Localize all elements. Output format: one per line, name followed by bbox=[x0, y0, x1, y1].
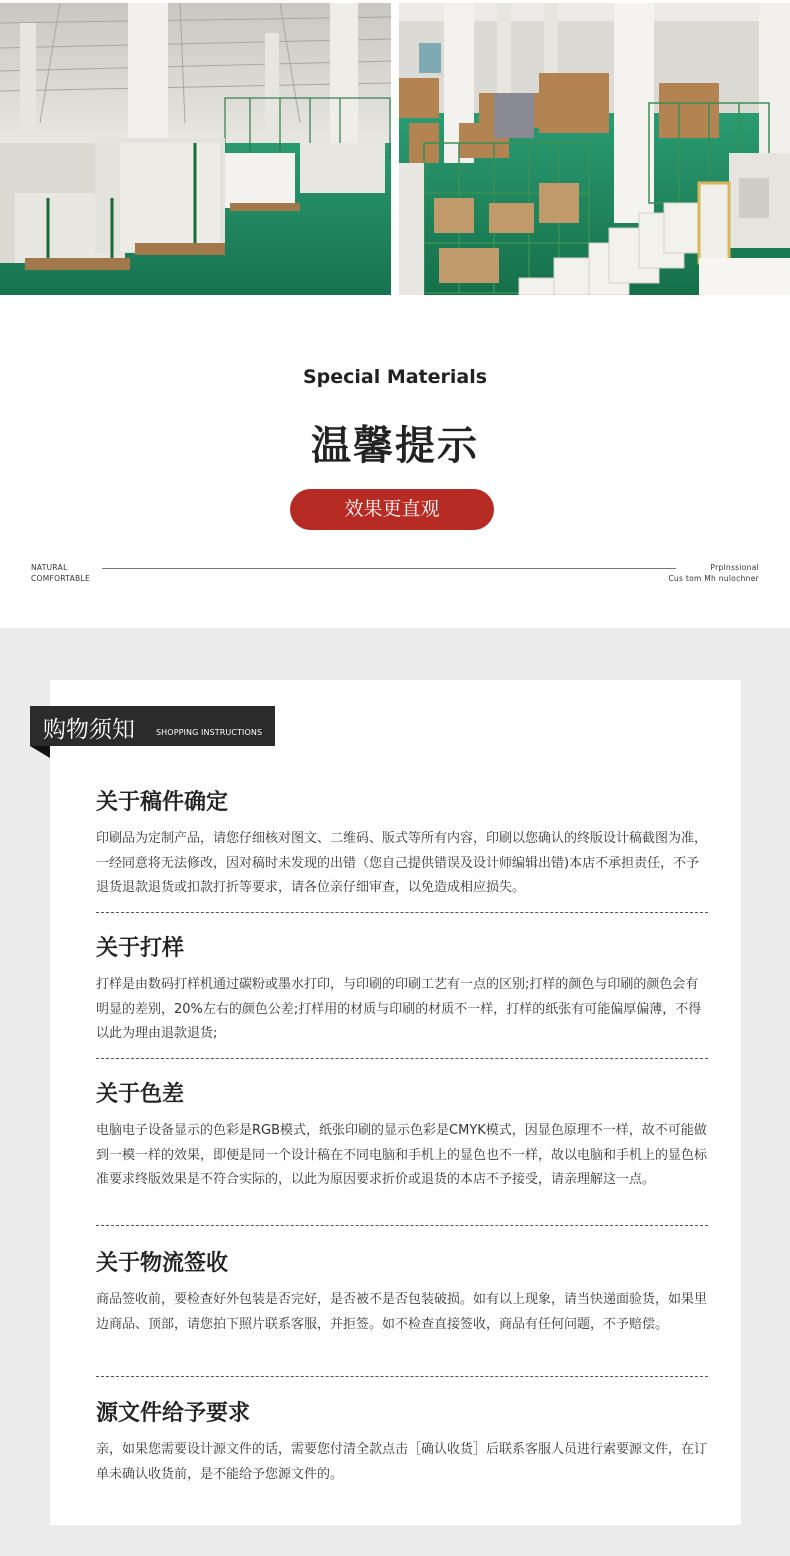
warehouse-photo-left bbox=[0, 3, 391, 295]
factory-photo-strip bbox=[0, 0, 790, 296]
section-source-files bbox=[96, 1399, 708, 1487]
effect-pill-button: 效果更直观 bbox=[290, 489, 494, 530]
deco-left-line2: COMFORTABLE bbox=[31, 574, 90, 583]
dashed-separator bbox=[96, 1225, 708, 1226]
section-title: 源文件给予要求 bbox=[96, 1401, 251, 1426]
section-body: 亲，如果您需要设计源文件的话，需要您付清全款点击［确认收货］后联系客服人员进行索要源文件，在订单未确认收货前，是不能给予您源文件的。 bbox=[96, 1442, 708, 1482]
tag-en-label: SHOPPING INSTRUCTIONS bbox=[156, 728, 263, 737]
special-materials-title: Special Materials bbox=[302, 366, 488, 388]
section-body: 打样是由数码打样机通过碳粉或墨水打印，与印刷的印刷工艺有一点的区别;打样的颜色与印刷的颜色会有明显的差别，20%左右的颜色公差;打样用的材质与印刷的材质不一样，打样的纸张有可能偏厚偏薄，不得以此为理由退款退货; bbox=[96, 977, 702, 1041]
dashed-separator bbox=[96, 912, 708, 913]
shopping-instructions-tag bbox=[30, 706, 275, 746]
deco-text-left bbox=[31, 562, 90, 584]
section-proofing bbox=[96, 934, 708, 1047]
deco-divider-line bbox=[102, 568, 676, 569]
warehouse-photo-right bbox=[399, 3, 790, 295]
tag-fold-corner bbox=[30, 746, 50, 758]
deco-right-line1: Prplnssional bbox=[710, 563, 759, 572]
deco-text-right bbox=[668, 562, 759, 584]
section-title: 关于物流签收 bbox=[96, 1251, 229, 1276]
section-title: 关于打样 bbox=[96, 936, 185, 961]
section-title: 关于稿件确定 bbox=[96, 790, 229, 815]
tips-header bbox=[0, 296, 790, 628]
tag-cn-label: 购物须知 bbox=[43, 717, 135, 743]
dashed-separator bbox=[96, 1376, 708, 1377]
section-body: 商品签收前，要检查好外包装是否完好，是否被不是否包装破损。如有以上现象，请当快递面验货，如果里边商品、顶部，请您拍下照片联系客服，并拒签。如不检查直接签收，商品有任何问题，不予赔偿。 bbox=[96, 1292, 708, 1332]
section-color-difference bbox=[96, 1080, 708, 1193]
warm-tips-title: 温馨提示 bbox=[311, 423, 479, 469]
dashed-separator bbox=[96, 1058, 708, 1059]
section-title: 关于色差 bbox=[96, 1082, 185, 1107]
section-body: 印刷品为定制产品，请您仔细核对图文、二维码、版式等所有内容，印刷以您确认的终版设计稿截图为准，一经同意将无法修改，因对稿时未发现的出错（您自己提供错误及设计师编辑出错)本店不承担责任，不予退货退款退货或扣款打折等要求，请各位亲仔细审查，以免造成相应损失。 bbox=[96, 831, 708, 895]
deco-right-line2: Cus tom Mh nulochner bbox=[668, 574, 759, 583]
section-body: 电脑电子设备显示的色彩是RGB模式，纸张印刷的显示色彩是CMYK模式，因显色原理不一样，故不可能做到一模一样的效果，即便是同一个设计稿在不同电脑和手机上的显色也不一样，故以电脑和手机上的显色标准要求终版效果是不符合实际的，以此为原因要求折价或退货的本店不予接受，请亲理解这一点。 bbox=[96, 1123, 708, 1187]
deco-left-line1: NATURAL bbox=[31, 563, 68, 572]
section-logistics-receipt bbox=[96, 1249, 708, 1337]
section-manuscript bbox=[96, 788, 708, 901]
